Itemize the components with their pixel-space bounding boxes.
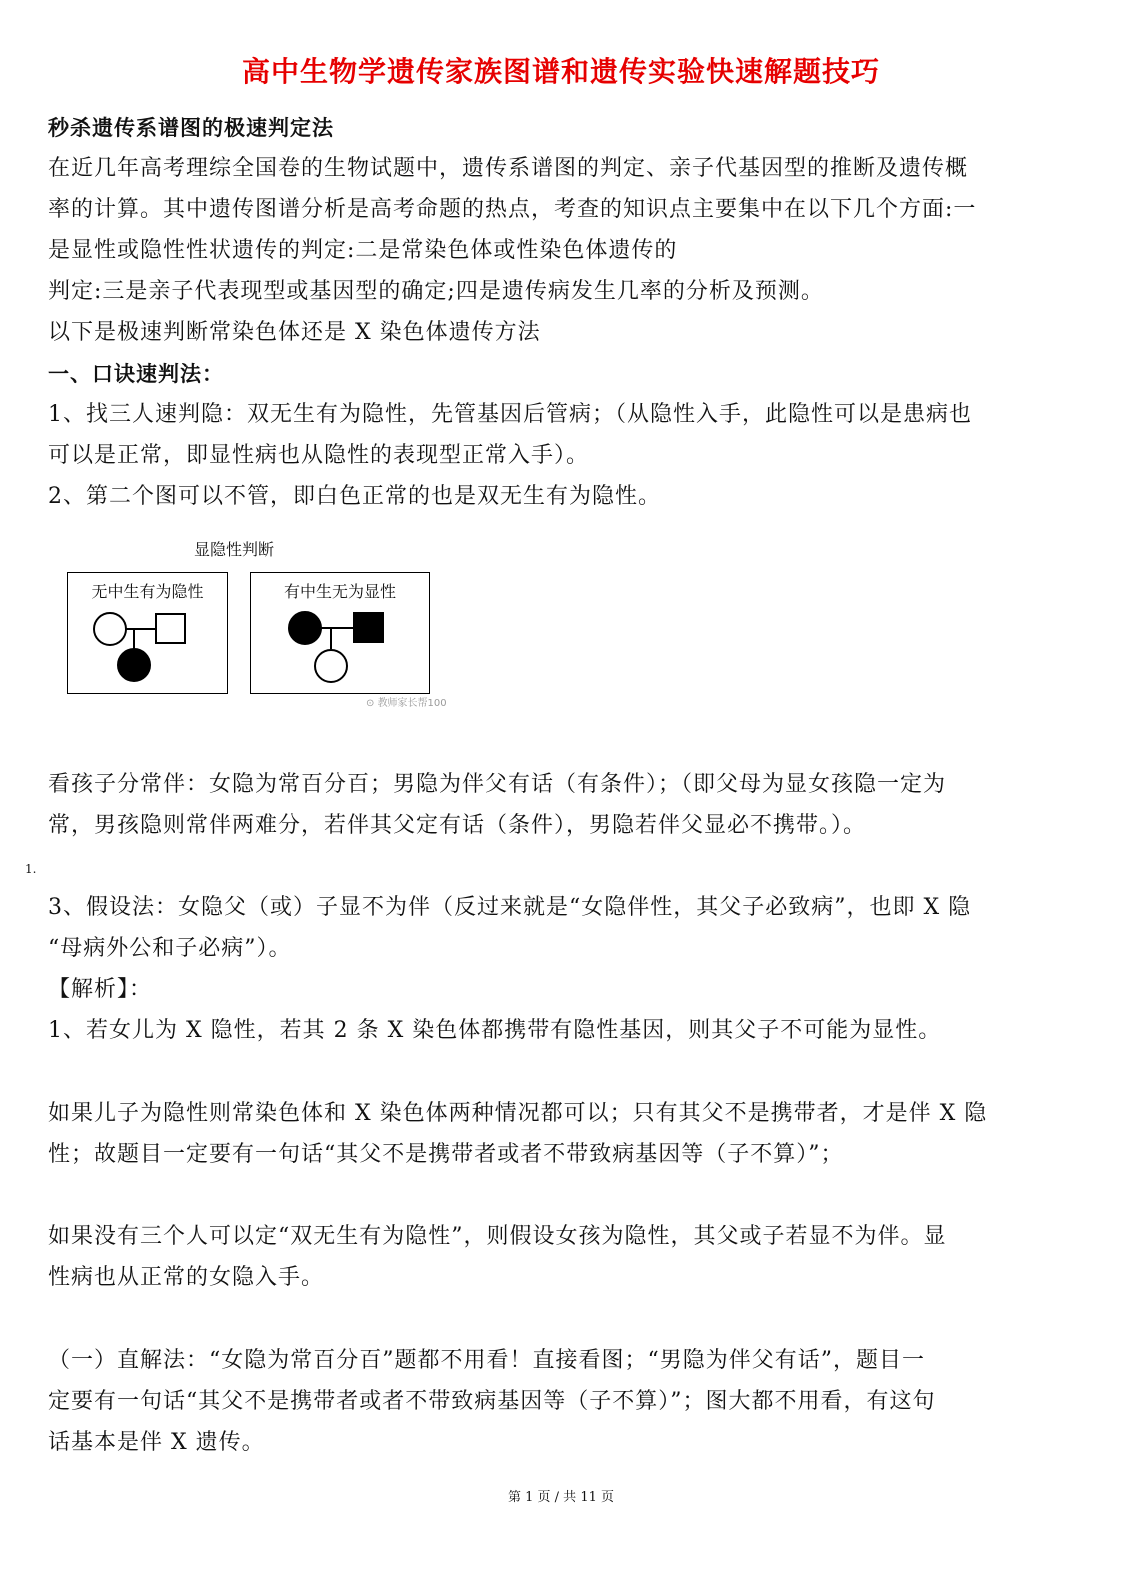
son-paragraph-line-1: 如果儿子为隐性则常染色体和 X 染色体两种情况都可以；只有其父不是携带者，才是伴 X 隐 <box>48 1101 988 1126</box>
unaffected-daughter-symbol <box>315 650 347 682</box>
no-three-paragraph-line-2: 性病也从正常的女隐入手。 <box>48 1265 325 1290</box>
rule3-line-1: 3、假设法：女隐父（或）子显不为伴（反过来就是“女隐伴性，其父子必致病”，也即 X 隐 <box>48 895 972 920</box>
rule1-line-1: 1、找三人速判隐：双无生有为隐性，先管基因后管病；（从隐性入手，此隐性可以是患病也 <box>48 402 973 427</box>
dominant-pedigree-box <box>250 572 430 694</box>
affected-mother-symbol <box>289 612 321 644</box>
page-footer: 第 1 页 / 共 11 页 <box>508 1490 614 1505</box>
diagram-title: 显隐性判断 <box>194 540 275 559</box>
direct-method-line-2: 定要有一句话“其父不是携带者或者不带致病基因等（子不算）”；图大都不用看，有这句 <box>48 1389 936 1414</box>
dominant-pedigree-label: 有中生无为显性 <box>283 582 396 601</box>
rule3-line-2: “母病外公和子必病”）。 <box>48 936 292 961</box>
son-paragraph-line-2: 性；故题目一定要有一句话“其父不是携带者或者不带致病基因等（子不算）”； <box>48 1142 844 1167</box>
analysis-point-1: 1、若女儿为 X 隐性，若其 2 条 X 染色体都携带有隐性基因，则其父子不可能为显性。 <box>48 1018 942 1043</box>
section-heading: 秒杀遗传系谱图的极速判定法 <box>48 116 334 140</box>
watermark-text: 教师家长帮100 <box>377 698 447 709</box>
direct-method-line-3: 话基本是伴 X 遗传。 <box>48 1430 265 1455</box>
recessive-pedigree-box <box>67 572 228 694</box>
intro-line-1: 在近几年高考理综全国卷的生物试题中，遗传系谱图的判定、亲子代基因型的推断及遗传概 <box>48 156 969 181</box>
recessive-pedigree-label: 无中生有为隐性 <box>91 582 204 601</box>
document-title: 高中生物学遗传家族图谱和遗传实验快速解题技巧 <box>241 55 880 88</box>
no-three-paragraph-line-1: 如果没有三个人可以定“双无生有为隐性”，则假设女孩为隐性，其父或子若显不为伴。显 <box>48 1224 947 1249</box>
stray-list-marker: 1. <box>25 862 37 876</box>
watermark-icon: ⊙ <box>366 698 378 709</box>
dominant-pedigree <box>251 573 431 695</box>
recessive-pedigree <box>68 573 229 695</box>
analysis-label: 【解析】： <box>48 977 153 1002</box>
child-rule-line-2: 常，男孩隐则常伴两难分，若伴其父定有话（条件），男隐若伴父显必不携带。）。 <box>48 813 867 838</box>
intro-line-2: 率的计算。其中遗传图谱分析是高考命题的热点，考查的知识点主要集中在以下几个方面:一 <box>48 197 977 222</box>
unaffected-mother-symbol <box>94 613 126 645</box>
rule1-line-2: 可以是正常，即显性病也从隐性的表现型正常入手）。 <box>48 443 590 468</box>
intro-line-5: 以下是极速判断常染色体还是 X 染色体遗传方法 <box>48 320 541 345</box>
intro-line-4: 判定:三是亲子代表现型或基因型的确定;四是遗传病发生几率的分析及预测。 <box>48 279 824 304</box>
watermark <box>366 694 447 709</box>
method1-heading: 一、口诀速判法： <box>48 362 224 386</box>
affected-daughter-symbol <box>118 649 150 681</box>
rule2: 2、第二个图可以不管，即白色正常的也是双无生有为隐性。 <box>48 484 661 509</box>
affected-father-symbol <box>354 613 383 642</box>
intro-line-3: 是显性或隐性性状遗传的判定:二是常染色体或性染色体遗传的 <box>48 238 678 263</box>
child-rule-line-1: 看孩子分常伴：女隐为常百分百；男隐为伴父有话（有条件）；（即父母为显女孩隐一定为 <box>48 772 947 797</box>
unaffected-father-symbol <box>156 614 185 643</box>
direct-method-line-1: （一）直解法：“女隐为常百分百”题都不用看！直接看图；“男隐为伴父有话”，题目一 <box>48 1348 925 1373</box>
